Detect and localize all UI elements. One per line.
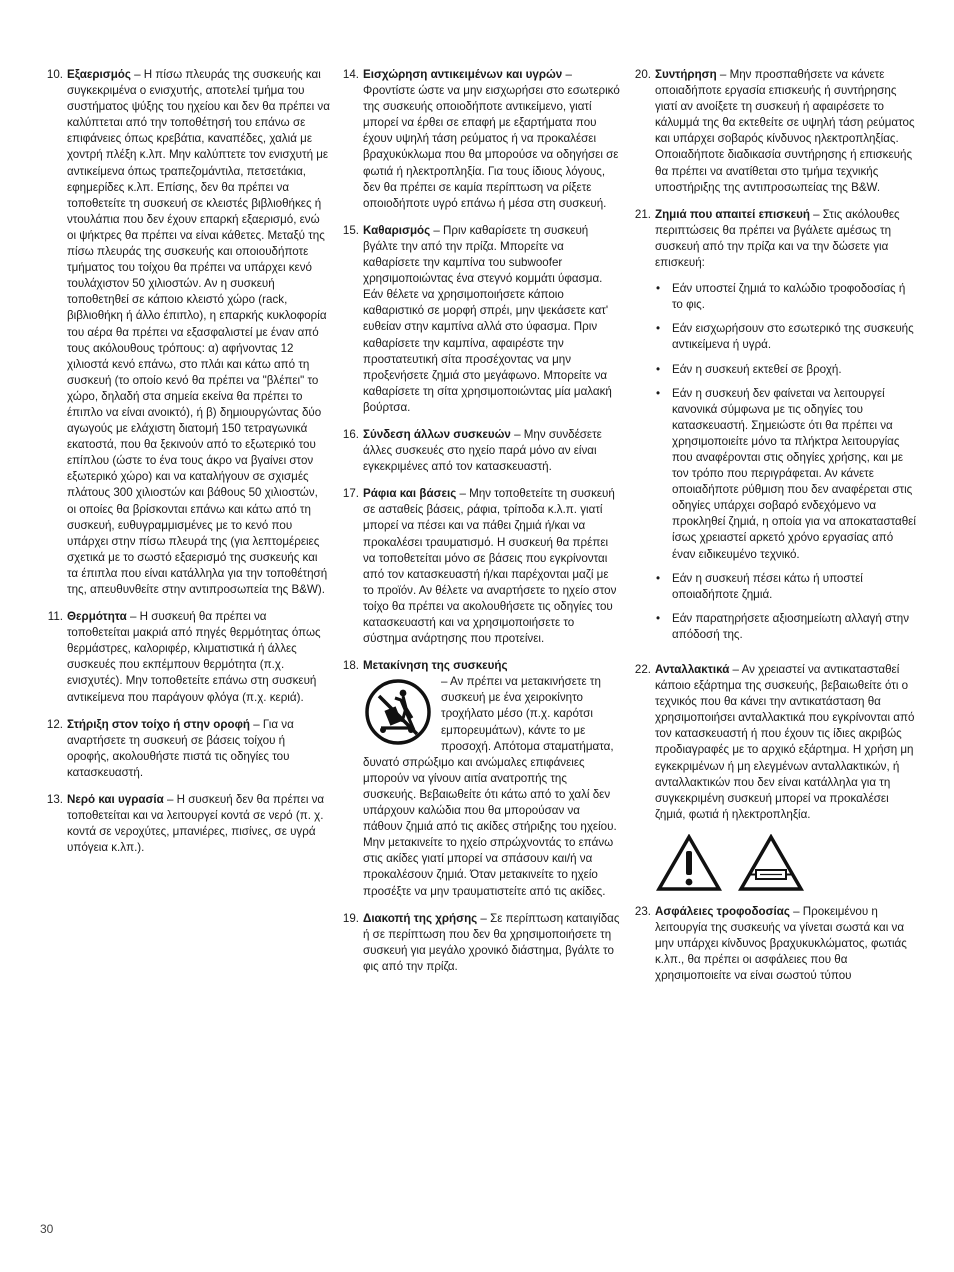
item-number: 17.: [342, 487, 359, 501]
bullet-text: Εάν εισχωρήσουν στο εσωτερικό της συσκευής αντικείμενα ή υγρά.: [672, 322, 914, 352]
item-text: – Φροντίστε ώστε να μην εισχωρήσει στο εσωτερικό της συσκευής οποιοδήποτε αντικείμενο, γιατί μπορεί να έρθει σε επαφή με εξαρτήματα που έχουν υψηλή τάση ρεύματος ή να προκαλέσει βραχυκύκλωμα που θα μπορούσε να οδηγήσει σε φωτιά ή ηλεκτροπληξία. Για τους ίδιους λόγους, δεν θα πρέπει σε καμία περίπτωση να ρίξετε οποιοδήποτε υγρό επάνω ή μέσα στη συσκευή.: [363, 68, 620, 210]
bullet-text: Εάν υποστεί ζημιά το καλώδιο τροφοδοσίας ή το φις.: [672, 282, 906, 312]
bullet-mark: •: [656, 611, 661, 625]
item-number: 18.: [342, 659, 359, 673]
item-number: 10.: [46, 68, 63, 81]
bullet-text: Εάν παρατηρήσετε αξιοσημείωτη αλλαγή στην απόδοσή της.: [672, 611, 910, 641]
item-text: – Μην τοποθετείτε τη συσκευή σε ασταθείς βάσεις, ράφια, τρίποδα κ.λ.π. γιατί μπορεί να πέσει και να πάθει ζημιά ή/και να προκαλέσει τραυματισμό. Η συσκευή θα πρέπει να τοποθετείται μόνο σε βάσεις που εγκρίνονται από τον κατασκευαστή ή/και παρέχονται μαζί με το προϊόν. Αν θέλετε να αναρτήσετε το ηχείο στον τοίχο θα πρέπει να ακολουθήσετε τις οδηγίες του κατασκευαστή και να χρησιμοποιήσετε το σύστημα ανάρτησης που προτείνει.: [363, 487, 617, 646]
item-text: – Σε περίπτωση καταιγίδας ή σε περίπτωση που δεν θα χρησιμοποιήσετε τη συσκευή για μεγάλο χρονικό διάστημα, βγάλτε το φις από την πρίζα.: [363, 911, 620, 973]
item-text: – Η συσκευή δεν θα πρέπει να τοποθετείται και να λειτουργεί κοντά σε νερό (π. χ. κοντά σε νεροχύτες, μπανιέρες, πισίνες, σε υγρά υπόγεια κ.λπ.).: [67, 793, 325, 855]
item-title: Ανταλλακτικά: [655, 663, 730, 676]
item-text: – Αν πρέπει να μετακινήσετε τη συσκευή με ένα χειροκίνητο τροχήλατο μέσο (π.χ. καρότσι εμπορευμάτων), κάντε το με προσοχή. Απότομα σταματήματα, δυνατό σπρώξιμο και ανώμαλες επιφάνειες μπορούν να γίνουν αιτία ανατροπής της συσκευής. Βεβαιωθείτε ότι κάτω από το χαλί δεν υπάρχουν καλώδια που θα μπορούσαν να πάθουν ζημιά από τις ακίδες στήριξης του ηχείου. Μην μετακινείτε το ηχείο σπρώχνοντάς το επάνω στις ακίδες γιατί μπορεί να σπάσουν και/ή να προκαλέσουν ζημιά. Όταν μετακινείτε το ηχείο προσέξτε να μην τραυματιστείτε από τις ακίδες.: [363, 675, 617, 898]
item-title: Στήριξη στον τοίχο ή στην οροφή: [67, 717, 250, 731]
bullet-item: [655, 386, 916, 563]
bullet-text: Εάν η συσκευή εκτεθεί σε βροχή.: [672, 362, 842, 376]
item-number: 19.: [342, 911, 359, 925]
fuse-triangle-icon: [738, 834, 804, 892]
column-right: [628, 67, 916, 995]
item-attachments: [336, 427, 622, 475]
item-text: – Για να αναρτήσετε τη συσκευή σε βάσεις τοίχου ή οροφής, ακολουθήστε πιστά τις οδηγίες του κατασκευαστή.: [67, 717, 294, 779]
item-heat: [40, 609, 330, 706]
item-number: 21.: [634, 207, 651, 221]
item-number: 20.: [634, 68, 651, 81]
item-disuse: [336, 911, 622, 975]
column-left: [40, 67, 330, 867]
bullet-item: [655, 321, 916, 353]
item-title: Ζημιά που απαιτεί επισκευή: [655, 207, 810, 221]
item-title: Μετακίνηση της συσκευής: [363, 659, 508, 673]
bullet-item: [655, 281, 916, 313]
item-text: – Προκειμένου η λειτουργία της συσκευής να γίνεται σωστά και να μην υπάρχει κίνδυνος βραχυκυκλώματος, φωτιάς κ.λπ., θα πρέπει οι ασφάλειες που θα χρησιμοποιείτε να είναι σωστού τύπου: [655, 904, 907, 983]
item-title: Συντήρηση: [655, 68, 717, 81]
cart-tip-over-warning-icon: [361, 678, 435, 746]
item-text: – Μην προσπαθήσετε να κάνετε οποιαδήποτε εργασία επισκευής ή συντήρησης γιατί αν ανοίξετε τη συσκευή ή αφαιρέσετε το κάλυμμά της θα εκτεθείτε σε υψηλή τάση ρεύματος και υπάρχει σοβαρός κίνδυνος ηλεκτροπληξίας. Οποιαδήποτε διαδικασία συντήρησης ή επισκευής θα πρέπει να ανατίθεται στο τμήμα τεχνικής υποστήριξης της αντιπροσωπείας της B&W.: [655, 68, 915, 194]
item-water-moisture: [40, 792, 330, 856]
item-number: 11.: [47, 610, 63, 624]
item-text: – Μην συνδέσετε άλλες συσκευές στο ηχείο παρά μόνο αν είναι εγκεκριμένες από τον κατασκευαστή.: [363, 427, 602, 474]
item-cleaning: [336, 223, 622, 416]
item-fuses: [628, 904, 916, 984]
item-text: – Αν χρειαστεί να αντικατασταθεί κάποιο εξάρτημα της συσκευής, βεβαιωθείτε ότι ο τεχνικός που θα κάνει την αντικατάσταση θα χρησιμοποιήσει ανταλλακτικά που εγκρίνονται από τον κατασκευαστή ή που έχουν τις ίδιες ακριβώς προδιαγραφές με το αρχικό εξάρτημα. Η χρήση μη εγκεκριμένων ή μη ελεγμένων ανταλλακτικών, ή ανταλλακτικών που δεν είναι κατάλληλα για τη συγκεκριμένη συσκευή μπορεί να προκαλέσει ζημιά, φωτιά ή ηλεκτροπληξία.: [655, 663, 915, 821]
item-text: – Πριν καθαρίσετε τη συσκευή βγάλτε την από την πρίζα. Μπορείτε να καθαρίσετε την καμπίνα του subwoofer χρησιμοποιώντας ένα στεγνό κομμάτι ύφασμα. Εάν θέλετε να χρησιμοποιήσετε κάποιο καθαριστικό σε μορφή σπρέι, μην ψεκάσετε κατ' ευθείαν στην καμπίνα αλλά στο ύφασμα. Πριν καθαρίσετε την καμπίνα, αφαιρέστε την προστατευτική σίτα προσέχοντας να μην προξενήσετε ζημιά στο μεγάφωνο. Μπορείτε να καθαρίσετε τη σίτα χρησιμοποιώντας μία μαλακή βούρτσα.: [363, 223, 612, 414]
bullet-list: [655, 281, 916, 643]
item-title: Εξαερισμός: [67, 68, 131, 81]
item-title: Καθαρισμός: [363, 223, 431, 237]
item-stands: [336, 486, 622, 647]
bullet-mark: •: [656, 386, 661, 400]
item-title: Ασφάλειες τροφοδοσίας: [655, 904, 790, 918]
bullet-text: Εάν η συσκευή πέσει κάτω ή υποστεί οποιαδήποτε ζημιά.: [672, 571, 863, 601]
item-number: 16.: [342, 427, 359, 441]
bullet-mark: •: [656, 282, 661, 296]
item-wall-mounting: [40, 717, 330, 781]
item-number: 14.: [342, 68, 359, 81]
page-number: 30: [40, 1222, 54, 1236]
item-text: – Στις ακόλουθες περιπτώσεις θα πρέπει να βγάλετε αμέσως τη συσκευή από την πρίζα και να την δώσετε για επισκευή:: [655, 207, 900, 270]
exclamation-triangle-icon: [656, 834, 722, 892]
item-text: – Η πίσω πλευράς της συσκευής και συγκεκριμένα ο ενισχυτής, αποτελεί τμήμα του συστήματος ψύξης του ηχείου και δεν θα πρέπει να καλύπτεται από την τοποθέτησή του επάνω σε επιφάνειες όπως κρεβάτια, καναπέδες, χαλιά με χοντρή πλέξη κ.λπ. Μην καλύπτετε τον ενισχυτή με αντικείμενα όπως τραπεζομάντιλα, πετσετάκια, εφημερίδες κ.λπ. Επίσης, δεν θα πρέπει να τοποθετείτε τη συσκευή σε κλειστές βιβλιοθήκες ή ντουλάπια που δεν έχουν επαρκή εξαερισμό, ενώ οι ψήκτρες θα πρέπει να είναι κάθετες. Μεταξύ της πίσω πλευράς της συσκευής και οποιουδήποτε τμήματος του τοίχου θα πρέπει να υπάρχει κενό τουλάχιστον 50 χιλιοστών. Αν η συσκευή τοποθετηθεί σε κάποιο κλειστό χώρο (rack, βιβλιοθήκη ή άλλο έπιπλο), η επαρκής κυκλοφορία του αέρα θα πρέπει να εξασφαλιστεί με έναν από τους ακόλουθους τρόπους: α) αφήνοντας 12 χιλιοστά κενό επάνω, στο πλάι και κάτω από τη συσκευή (το οποίο κενό θα πρέπει να "βλέπει" το χώρο, δηλαδή στα σημεία εκείνα θα πρέπει το έπιπλο να είναι ανοικτό), ή β) δημιουργώντας δύο αγωγούς με ελάχιστη διατομή 150 τετραγωνικά εκατοστά, που θα ξεκινούν από το εξωτερικό του επίπλου (ώστε το ένα τους άκρο να βγαίνει στον εξωτερικό χώρο) και να καταλήγουν σε σχισμές πλάτους 300 χιλιοστών και βάθους 50 χιλιοστών, οι οποίες θα βρίσκονται επάνω και κάτω από τη συσκευή, ευθυγραμμισμένες με το κενό που υπάρχει στην πίσω πλευρά της (για λεπτομέρειες σχετικά με το σωστό εξαερισμό της συσκευής και τα έπιπλα που είναι κατάλληλα για την τοποθέτησή της, απευθυνθείτε στην αντιπροσωπεία της B&W).: [67, 68, 330, 596]
column-middle: [336, 67, 622, 986]
bullet-mark: •: [656, 322, 661, 336]
item-text: – Η συσκευή θα πρέπει να τοποθετείται μακριά από πηγές θερμότητας όπως θερμάστρες, καλοριφέρ, κλιματιστικά ή άλλες συσκευές που εκπέμπουν θερμότητα (π.χ. ενισχυτές). Μην τοποθετείτε επάνω στη συσκευή αντικείμενα που παράγουν φλόγα (π.χ. κεριά).: [67, 610, 321, 704]
bullet-text: Εάν η συσκευή δεν φαίνεται να λειτουργεί κανονικά σύμφωνα με τις οδηγίες του κατασκευαστή. Σημειώστε ότι θα πρέπει να χρησιμοποιείτε μόνο τα πλήκτρα λειτουργίας που αναφέρονται στις οδηγίες χρήσης, και με τον τρόπο που περιγράφεται. Αν κάνετε οποιαδήποτε ρύθμιση που δεν αναφέρεται στις οδηγίες υπάρχει σοβαρό ενδεχόμενο να προκληθεί ζημιά, η οποία για να αποκατασταθεί ίσως χρειαστεί αρκετό χρόνο εργασίας από έναν ειδικευμένο τεχνικό.: [672, 386, 916, 561]
item-number: 12.: [46, 717, 63, 731]
item-title: Νερό και υγρασία: [67, 793, 164, 807]
item-object-liquid-entry: [336, 67, 622, 212]
item-title: Ράφια και βάσεις: [363, 487, 457, 501]
item-number: 23.: [634, 904, 651, 918]
item-replacement-parts: [628, 662, 916, 823]
bullet-mark: •: [656, 362, 661, 376]
bullet-item: [655, 571, 916, 603]
bullet-item: [655, 611, 916, 643]
item-servicing: [628, 67, 916, 196]
item-number: 22.: [634, 663, 651, 676]
item-number: 13.: [46, 793, 63, 807]
item-moving: [336, 658, 622, 899]
item-ventilation: [40, 67, 330, 598]
bullet-mark: •: [656, 571, 661, 585]
item-number: 15.: [342, 223, 359, 237]
item-title: Διακοπή της χρήσης: [363, 911, 478, 925]
item-title: Θερμότητα: [67, 610, 127, 624]
item-title: Εισχώρηση αντικειμένων και υγρών: [363, 68, 563, 81]
bullet-item: [655, 362, 916, 378]
warning-symbols: [656, 834, 916, 892]
item-title: Σύνδεση άλλων συσκευών: [363, 427, 511, 441]
item-damage-requiring-service: [628, 207, 916, 651]
